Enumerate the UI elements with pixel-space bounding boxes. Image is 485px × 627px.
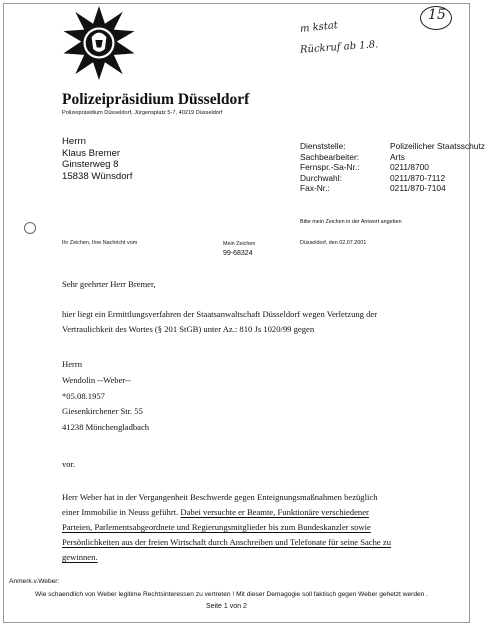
- vor-text: vor.: [62, 459, 76, 469]
- my-reference-value: 99-68324: [223, 250, 253, 257]
- accused-born: *05.08.1957: [62, 390, 105, 401]
- office-key: Dienststelle:: [300, 141, 346, 151]
- office-row: [300, 162, 485, 173]
- office-row: [300, 152, 485, 163]
- accused-address: [62, 357, 149, 436]
- office-key: Durchwahl:: [300, 172, 342, 183]
- annotation-text: Wie schaendlich von Weber legitime Rechtsinteressen zu vertreten ! Mit dieser Demagogie soll faktisch gegen Weber gehetzt werden .: [35, 591, 429, 598]
- office-info: [300, 141, 485, 194]
- recipient-address: [62, 136, 132, 182]
- accused-salutation: Herrn: [62, 359, 83, 369]
- office-row: [300, 183, 485, 194]
- office-row: [300, 141, 485, 152]
- para1-line1: hier liegt ein Ermittlungsverfahren der Staatsanwaltschaft Düsseldorf wegen Verletzung der: [62, 309, 378, 319]
- recipient-name: Klaus Bremer: [62, 147, 121, 159]
- police-star-logo-icon: [62, 6, 136, 80]
- recipient-street: Ginsterweg 8: [62, 159, 119, 170]
- handwritten-note-line1: m kstat: [299, 20, 339, 35]
- office-value: 0211/8700: [390, 162, 429, 173]
- punch-hole: [24, 222, 36, 234]
- office-value: Arts: [390, 151, 405, 162]
- para1-line2: Vertraulichkeit des Wortes (§ 201 StGB) unter Az.: 810 Js 1020/99 gegen: [62, 324, 315, 334]
- para2-line4: Persönlichkeiten aus der freien Wirtschaft durch Anschreiben und Telefonate für seine Sache zu: [62, 537, 391, 547]
- accused-city: 41238 Mönchengladbach: [62, 422, 150, 433]
- para2-line2-underlined: Dabei versuchte er Beamte, Funktionäre verschiedener: [180, 507, 369, 517]
- greeting: Sehr geehrter Herr Bremer,: [62, 279, 156, 289]
- handwritten-number: 15: [428, 7, 446, 23]
- page-footer: Seite 1 von 2: [206, 603, 247, 610]
- para2-line3: Parteien, Parlementsabgeordnete und Regierungsmitglieder bis zum Bundeskanzler sowie: [62, 522, 371, 532]
- office-key: Sachbearbeiter:: [300, 151, 360, 162]
- office-value: Polizeilicher Staatsschutz: [390, 141, 485, 151]
- my-reference: [223, 240, 255, 258]
- place-date: Düsseldorf, den 02.07.2001: [300, 240, 367, 246]
- para2-line5: gewinnen.: [62, 552, 98, 562]
- para2-line2-plain: einer Immobilie in Neuss geführt.: [62, 507, 181, 517]
- recipient-city: 15838 Wünsdorf: [62, 170, 133, 182]
- recipient-salutation: Herrn: [62, 136, 86, 147]
- office-key: Fernspr.-Sa-Nr.:: [300, 162, 360, 173]
- reference-hint: Bitte mein Zeichen in der Antwort angeben: [300, 219, 402, 225]
- para2-line2: [62, 507, 369, 517]
- annotation-label: Anmerk.v.Weber:: [9, 578, 60, 585]
- office-value: 0211/870-7104: [390, 183, 446, 194]
- org-address: Polizeipräsidium Düsseldorf, Jürgensplatz 5-7, 40219 Düsseldorf: [62, 110, 223, 116]
- accused-street: Giesenkirchener Str. 55: [62, 406, 143, 417]
- org-name: Polizeipräsidium Düsseldorf: [62, 91, 250, 108]
- accused-name: Wendolin --Weber--: [62, 374, 131, 385]
- para2-line1: Herr Weber hat in der Vergangenheit Beschwerde gegen Enteignungsmaßnahmen bezüglich: [62, 492, 378, 502]
- office-value: 0211/870-7112: [390, 172, 446, 183]
- your-reference-label: Ihr Zeichen, Ihre Nachricht vom: [62, 240, 138, 246]
- office-row: [300, 173, 485, 184]
- office-key: Fax-Nr.:: [300, 183, 330, 194]
- handwritten-note-line2: Rückruf ab 1.8.: [299, 39, 379, 56]
- my-reference-label: Mein Zeichen: [223, 241, 256, 247]
